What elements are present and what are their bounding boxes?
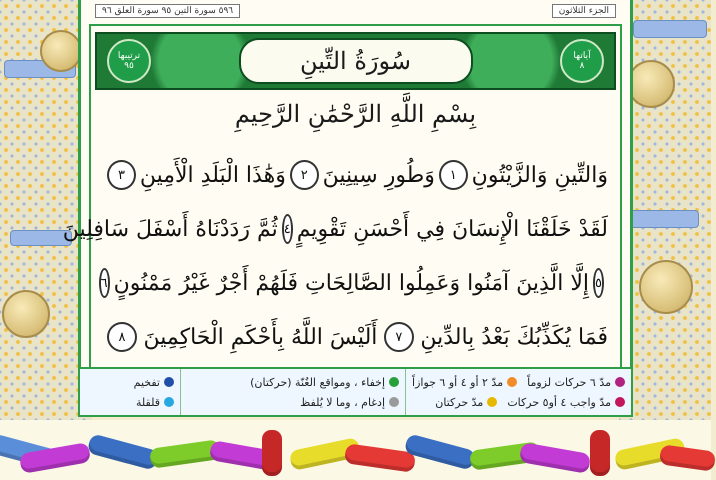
ayah-number-marker: ٣ <box>107 160 136 190</box>
legend-item <box>86 376 174 389</box>
verses-medal-label: آياتها <box>573 50 591 61</box>
right-coin-decoration <box>639 260 693 314</box>
ayah-number-marker: ٤ <box>282 214 293 244</box>
legend-item <box>187 376 399 389</box>
order-medal <box>107 39 151 83</box>
crayon-decoration <box>590 430 610 476</box>
right-coin-decoration <box>627 60 675 108</box>
right-strap-decoration <box>623 210 699 228</box>
ayah-number-marker: ٦ <box>99 268 110 298</box>
legend-item <box>412 376 517 389</box>
legend-color-dot <box>615 377 625 387</box>
verse-text: أَلَيْسَ اللَّهُ بِأَحْكَمِ الْحَاكِمِينَ <box>143 324 378 350</box>
verse-line <box>103 148 608 202</box>
crayon-decoration <box>659 444 716 471</box>
surah-title: سُورَةُ التِّينِ <box>239 38 473 84</box>
legend-label: مدّ ٦ حركات لزوماً <box>527 375 611 389</box>
legend-label: إخفاء ، ومواقع الغُنّة (حركتان) <box>250 375 386 389</box>
verse-line <box>62 202 608 256</box>
legend-color-dot <box>164 377 174 387</box>
ayah-number-marker: ٢ <box>290 160 319 190</box>
legend-row <box>412 396 625 409</box>
juz-label: الجزء الثلاثون <box>552 4 616 18</box>
legend-label: مدّ ٢ أو ٤ أو ٦ جوازاً <box>412 375 504 389</box>
left-coin-decoration <box>2 290 50 338</box>
legend-color-dot <box>507 377 517 387</box>
page-surah-index: ٥٩٦ سورة التين ٩٥ سورة العلق ٩٦ <box>95 4 240 18</box>
crayon-decoration <box>519 442 591 474</box>
verse-text: وَهَٰذَا الْبَلَدِ الْأَمِينِ <box>139 162 286 188</box>
legend-color-dot <box>389 397 399 407</box>
verse-text: إِلَّا الَّذِينَ آمَنُوا وَعَمِلُوا الصَّالِحَاتِ فَلَهُمْ أَجْرٌ غَيْرُ مَمْنُونٍ <box>113 270 590 296</box>
verse-text: فَمَا يُكَذِّبُكَ بَعْدُ بِالدِّينِ <box>420 324 608 350</box>
crayon-border-decoration <box>0 420 711 480</box>
legend-column-madd <box>405 369 631 415</box>
ayah-number-marker: ٧ <box>384 322 414 352</box>
tajweed-legend <box>78 367 633 417</box>
verse-text: لَقَدْ خَلَقْنَا الْإِنسَانَ فِي أَحْسَنِ تَقْوِيمٍ <box>296 216 608 242</box>
legend-row <box>412 376 625 389</box>
legend-color-dot <box>487 397 497 407</box>
right-strap-decoration <box>633 20 707 38</box>
basmala: بِسْمِ اللَّهِ الرَّحْمَٰنِ الرَّحِيمِ <box>234 100 477 128</box>
verses-block <box>62 148 608 364</box>
verses-medal-value: ٨ <box>579 61 585 71</box>
verse-text: وَالتِّينِ وَالزَّيْتُونِ <box>471 162 608 188</box>
mushaf-page <box>62 0 633 367</box>
crayon-decoration <box>404 433 477 470</box>
legend-label: مدّ واجب ٤ أو٥ حركات <box>507 395 611 409</box>
verse-line <box>100 256 608 310</box>
crayon-decoration <box>262 430 282 476</box>
legend-color-dot <box>389 377 399 387</box>
left-coin-decoration <box>40 30 82 72</box>
legend-label: تفخيم <box>133 375 160 389</box>
ayah-number-marker: ٨ <box>107 322 137 352</box>
legend-item <box>435 396 497 409</box>
legend-column-ghunna <box>180 369 405 415</box>
verse-line <box>103 310 608 364</box>
legend-color-dot <box>615 397 625 407</box>
legend-label: قلقلة <box>135 395 160 409</box>
verses-count-medal <box>560 39 604 83</box>
legend-column-tafkhim <box>80 369 180 415</box>
legend-item <box>86 396 174 409</box>
order-medal-label: ترتيبها <box>117 50 141 61</box>
ayah-number-marker: ٥ <box>593 268 604 298</box>
legend-item <box>187 396 399 409</box>
verse-text: ثُمَّ رَدَدْنَاهُ أَسْفَلَ سَافِلِينَ <box>62 216 278 242</box>
legend-label: إدغام ، وما لا يُلفظ <box>300 395 386 409</box>
verse-text: وَطُورِ سِينِينَ <box>322 162 435 188</box>
legend-color-dot <box>164 397 174 407</box>
surah-banner <box>95 32 616 90</box>
page-header <box>81 0 630 22</box>
crayon-decoration <box>87 433 160 470</box>
legend-item <box>527 376 625 389</box>
legend-item <box>507 396 625 409</box>
order-medal-value: ٩٥ <box>124 61 134 71</box>
ayah-number-marker: ١ <box>439 160 468 190</box>
legend-label: مدّ حركتان <box>435 395 484 409</box>
